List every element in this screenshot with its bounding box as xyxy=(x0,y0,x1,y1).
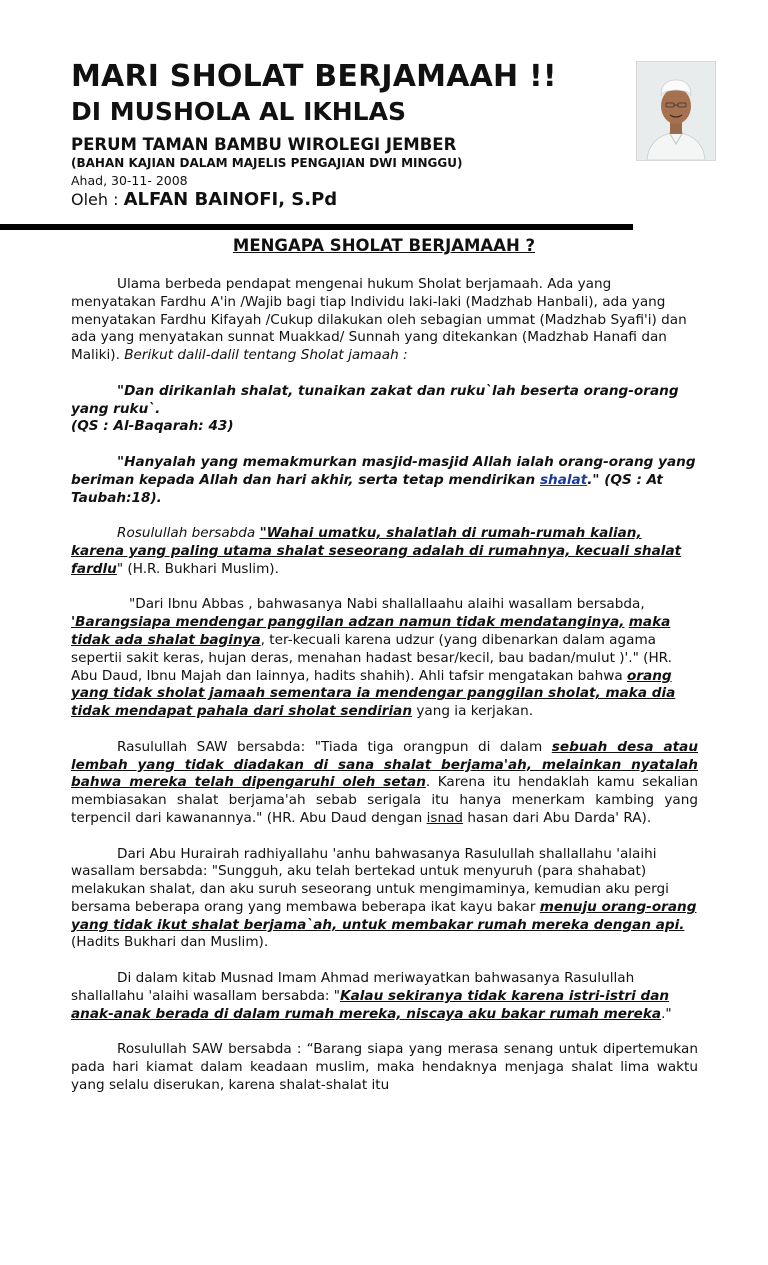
hadith-4 xyxy=(71,846,698,953)
hadith-6 xyxy=(71,1041,698,1094)
subtitle-line: (BAHAN KAJIAN DALAM MAJELIS PENGAJIAN DWI MINGGU) xyxy=(71,156,463,170)
shalat-link[interactable]: shalat xyxy=(539,471,588,488)
hadith-5-end: ." xyxy=(661,1005,672,1022)
hadith-5-intro: Di dalam kitab Musnad Imam Ahmad meriwayatkan bahwasanya Rasulullah shallallahu 'alaihi wasallam bersabda: " xyxy=(71,970,635,1004)
author-name: ALFAN BAINOFI, S.Pd xyxy=(123,189,338,210)
section-title: MENGAPA SHOLAT BERJAMAAH ? xyxy=(232,236,536,255)
hadith-1-bold: "Wahai umatku, shalatlah di rumah-rumah kalian, karena yang paling utama shalat seseorang adalah di rumahnya, kecuali shalat fardlu xyxy=(71,525,682,577)
hadith-3 xyxy=(71,739,698,828)
hadith-4-intro: Dari Abu Hurairah radhiyallahu 'anhu bahwasanya Rasulullah shallallahu 'alaihi wasallam bersabda: "Sungguh, aku telah bertekad untuk menyuruh (para shahabat) melakukan shalat, dan aku suruh seseorang untuk mengimaminya, kemudian aku pergi bersama beberapa orang yang membawa beberapa ikat kayu bakar xyxy=(71,845,669,915)
document-body xyxy=(71,276,698,1112)
main-title: MARI SHOLAT BERJAMAAH !! xyxy=(71,59,557,94)
quote-2-ref: ." (QS : At Taubah:18). xyxy=(71,471,663,506)
hadith-1 xyxy=(71,525,698,578)
document-header xyxy=(71,58,699,211)
quote-2-text: "Hanyalah yang memakmurkan masjid-masjid Allah ialah orang-orang yang beriman kepada Allah dan hari akhir, serta tetap mendirikan xyxy=(71,453,696,488)
hadith-3-bold: sebuah desa atau lembah yang tidak diadakan di sana shalat berjama'ah, melainkan nyatalah bahwa mereka telah dipengaruhi oleh setan xyxy=(71,738,698,791)
hadith-1-intro: Rosulullah bersabda xyxy=(117,525,260,542)
hadith-2-bold-2: maka tidak ada shalat baginya xyxy=(71,614,671,648)
hadith-3-mid: . Karena itu hendaklah kamu sekalian membiasakan shalat berjama'ah sebab serigala itu hanya menerkam kambing yang terpencil dari kawanannya." (HR. Abu Daud dengan xyxy=(71,774,698,826)
hadith-6-text: Rosulullah SAW bersabda : “Barang siapa yang merasa senang untuk dipertemukan pada hari kiamat dalam keadaan muslim, maka hendaknya menjaga shalat lima waktu yang selalu diserukan, karena shalat-shalat itu xyxy=(71,1041,698,1093)
hadith-4-bold: menuju orang-orang yang tidak ikut shalat berjama`ah, untuk membakar rumah mereka dengan api. xyxy=(71,898,697,933)
hadith-2-end: yang ia kerjakan. xyxy=(412,703,534,720)
location-line: PERUM TAMAN BAMBU WIROLEGI JEMBER xyxy=(71,135,457,154)
hadith-3-intro: Rasulullah SAW bersabda: "Tiada tiga orangpun di dalam xyxy=(117,738,552,755)
hadith-2 xyxy=(71,596,698,721)
hadith-2-intro: "Dari Ibnu Abbas , bahwasanya Nabi shallallaahu alaihi wasallam bersabda, xyxy=(129,596,645,613)
header-divider xyxy=(0,224,633,230)
hadith-5 xyxy=(71,970,698,1023)
intro-italic: Berikut dalil-dalil tentang Sholat jamaah : xyxy=(119,347,408,364)
author-line xyxy=(71,189,699,211)
quote-1-ref: (QS : Al-Baqarah: 43) xyxy=(71,418,234,435)
hadith-2-mid: , ter-kecuali karena udzur (yang dibenarkan dalam agama sepertii sakit keras, hujan deras, menahan hadast besar/kecil, bau badan/mulut )'." (HR. Abu Daud, Ibnu Majah dan lainnya, hadits shahih). Ahli tafsir mengatakan bahwa xyxy=(71,631,672,684)
hadith-2-bold-1: 'Barangsiapa mendengar panggilan adzan namun tidak mendatanginya, xyxy=(71,614,625,631)
hadith-3-end: hasan dari Abu Darda' RA). xyxy=(463,809,652,826)
date-line: Ahad, 30-11- 2008 xyxy=(71,173,188,188)
quran-quote-2 xyxy=(71,454,698,507)
hadith-4-end: (Hadits Bukhari dan Muslim). xyxy=(71,934,269,951)
hadith-1-ref: " (H.R. Bukhari Muslim). xyxy=(116,560,279,577)
quran-quote-1 xyxy=(71,383,698,436)
hadith-2-bold-3: orang yang tidak sholat jamaah sementara ia mendengar panggilan sholat, maka dia tidak mendapat pahala dari sholat sendirian xyxy=(71,667,676,720)
intro-text: Ulama berbeda pendapat mengenai hukum Sholat berjamaah. Ada yang menyatakan Fardhu A'in /Wajib bagi tiap Individu laki-laki (Madzhab Hanbali), ada yang menyatakan Fardhu Kifayah /Cukup dilakukan oleh sebagian ummat (Madzhab Syafi'i) dan ada yang menyatakan sunnat Muakkad/ Sunnah yang ditekankan (Madzhab Hanafi dan Maliki). xyxy=(71,276,687,364)
intro-paragraph xyxy=(71,276,698,365)
quote-1-text: "Dan dirikanlah shalat, tunaikan zakat dan ruku`lah beserta orang-orang yang ruku`. xyxy=(71,382,679,417)
author-prefix: Oleh : xyxy=(71,190,124,209)
hadith-5-bold: Kalau sekiranya tidak karena istri-istri dan anak-anak berada di dalam rumah mereka, niscaya aku bakar rumah mereka xyxy=(71,987,670,1022)
isnad-term: isnad xyxy=(426,809,464,826)
mushola-title: DI MUSHOLA AL IKHLAS xyxy=(71,97,406,126)
